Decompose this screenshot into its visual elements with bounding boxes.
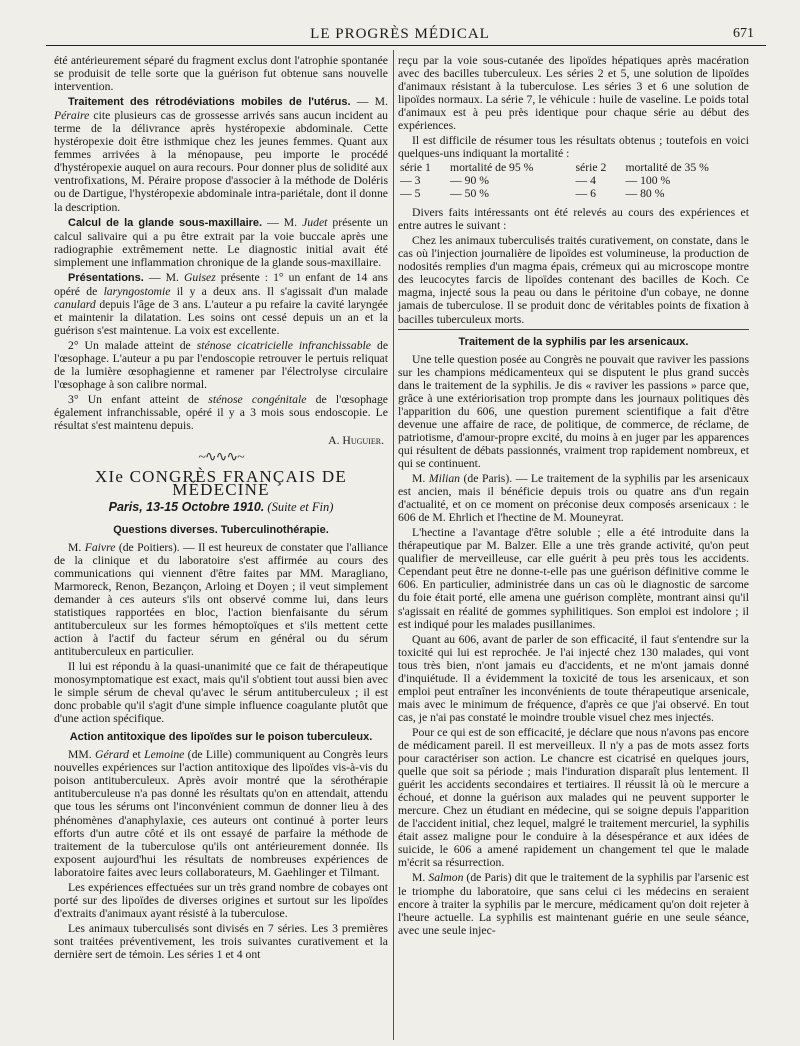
paragraph: reçu par la voie sous-cutanée des lipoïdes hépatiques après macération avec des bacilles tuberculeux. Les séries 2 et 5, une solution de lipoïdes d'animaux résistant à la tuberculose. Les séries 3 et 6 une solution de lipoïdes normaux. La série 7, le véhicule : huile de vaseline. Le poids total d'animaux est à peu près identique pour chaque série au début des expériences. [398, 54, 749, 133]
paragraph: MM. Gérard et Lemoine (de Lille) communiquent au Congrès leurs nouvelles expériences sur l'action antitoxique des lipoïdes vis-à-vis du poison antituberculeux. Après avoir montré que la sérothérapie antituberculeuse n'a pas donné les résultats qu'on en attendait, attendu que tous les sérums ont l'inconvénient commun de donner lieu à des phénomènes d'anaphylaxie, ces auteurs ont continué à porter leurs efforts d'un autre côté et ils ont essayé de parfaire la méthode de traitement de la tuberculose qu'ils ont antérieurement donnée. Ils exposent aujourd'hui les résultats de nombreuses expériences de laboratoire faites avec leurs collaborateurs, M. Gaehlinger et Tilmant. [54, 748, 388, 879]
author-name: Faivre [84, 540, 116, 554]
paragraph: Présentations. — M. Guisez présente : 1° un enfant de 14 ans opéré de laryngostomie il y a deux ans. Il s'agissait d'un malade canulard depuis l'âge de 3 ans. L'auteur a pu refaire la cavité laryngée et maintenir la dilatation. Les soins ont cessé depuis un an et la guérison s'est maintenue. La voix est excellente. [54, 270, 388, 337]
congress-title: XIe CONGRÈS FRANÇAIS DE MÉDECINE [95, 467, 347, 500]
table-row: — 5 — 50 % — 6 — 80 % [400, 186, 665, 200]
paragraph: été antérieurement séparé du fragment exclus dont l'atrophie spontanée se produisit de telle sorte que la guérison fut obtenue sans nouvelle intervention. [54, 54, 388, 94]
section-heading: Calcul de la glande sous-maxillaire. [68, 216, 263, 229]
section-heading: Traitement des rétrodéviations mobiles de l'utérus. [68, 96, 351, 109]
section-heading: Présentations. [68, 271, 144, 284]
page-header [40, 26, 760, 46]
paragraph: Il lui est répondu à la quasi-unanimité que ce fait de thérapeutique monosymptomatique est exact, mais qu'il s'obtient tout aussi bien avec le simple sérum de cheval qu'avec le sérum antituberculeux ; il est donc probable qu'il s'agit d'une simple influence coagulante plutôt que d'une action spécifique. [54, 660, 388, 726]
paragraph: Les expériences effectuées sur un très grand nombre de cobayes ont porté sur des lipoïdes de diverses origines et surtout sur les lipoïdes d'extraits d'animaux ayant résisté à la tuberculose. [54, 880, 388, 920]
section-rule [398, 329, 749, 330]
paragraph: Il est difficile de résumer tous les résultats obtenus ; toutefois en voici quelques-uns indiquant la mortalité : [398, 134, 749, 161]
paragraph: Une telle question posée au Congrès ne pouvait que raviver les passions sur les champions médicamenteux qui se disputent le plus grand succès dans le traitement de la syphilis. Je dis « raviver les passions » parce que, grâce à une extériorisation trop prompte dans les journaux politiques dès l'apparition du 606, une question purement scientifique a fait d'être devenue une affaire de race, de politique, de commerce, de réclame, de patriotisme, d'amour-propre excité, du moins à en juger par les apparences qui résultent de débats passionnés, vraiment trop rapidement nombreux, et qui se continuent. [398, 352, 749, 470]
ornament-divider: ~∿∿∿~ [198, 450, 244, 466]
paragraph: Chez les animaux tuberculisés traités curativement, on constate, dans le cas où l'injection journalière de lipoïdes est volumineuse, la production de nodosités remplies d'un magma épais, crémeux qui au microscope montre des leucocytes farcis de lipoïdes contenant des bacilles de Koch. Ce magma, injecté sous la peau ou dans le péritoine d'un cobaye, ne donne jamais de tuberculose. Il se produit donc de véritables points de fixation à bacilles tuberculeux morts. [398, 234, 749, 326]
paragraph: Pour ce qui est de son efficacité, je déclare que nous n'avons pas encore de médicament pareil. Il est merveilleux. Il n'y a pas de mots assez forts pour caractériser son action. Le chancre est cicatrisé en quelques jours, quelle que soit sa période ; mais l'induration disparaît plus lentement. Il guérit les accidents secondaires et tertiaires. Il réussit là où le mercure a échoué, et donne la guérison aux malades qui ne peuvent supporter le mercure. Chez un étudiant en médecine, qui se soigne depuis l'apparition de l'accident initial, chez lequel, malgré le traitement mercuriel, la syphilis était assez maligne pour le conduire à la désespérance et aux idées de suicide, le 606 a amené rapidement un changement tel que le malade m'écrit sa résurrection. [398, 725, 749, 870]
subsection-heading: Action antitoxique des lipoïdes sur le poison tuberculeux. [69, 731, 373, 744]
author-name: Milian [428, 472, 461, 486]
author-name: Salmon [428, 871, 464, 885]
subsection-heading: Questions diverses. Tuberculinothérapie. [113, 523, 329, 536]
journal-title: LE PROGRÈS MÉDICAL [310, 26, 490, 42]
paragraph: M. Milian (de Paris). — Le traitement de la syphilis par les arsenicaux est ancien, mais il bénéficie depuis trois ou quatre ans d'un regain d'actualité, et on ce moment on préconise deux composés arsenicaux : le 606 de M. Ehrlich et l'hectine de M. Mouneyrat. [398, 472, 749, 525]
author-name: Péraire [54, 109, 90, 123]
table-row: — 3 — 90 % — 4 — 100 % [400, 173, 671, 187]
paragraph: M. Faivre (de Poitiers). — Il est heureux de constater que l'alliance de la clinique et du laboratoire s'est affirmée au cours des communications qui viennent d'être faites par MM. Maragliano, Marmoreck, Renon, Bezançon, Arloing et Doyen ; il veut simplement demander à ces auteurs s'ils ont observé comme lui, dans leurs statistiques rapportées en bloc, l'action bienfaisante du sérum antituberculeux sur les formes hémoptoïques et s'ils mettent cette action à l'actif du facteur sérum en général ou du sérum antituberculeux en particulier. [54, 540, 388, 658]
header-rule [46, 45, 766, 46]
congress-dates: Paris, 13-15 Octobre 1910. (Suite et Fin) [108, 499, 334, 514]
author-name: Gérard [95, 748, 130, 762]
paragraph: 3° Un enfant atteint de sténose congénitale de l'œsophage également infranchissable, opéré il y a 3 mois sous endoscopie. Le résultat s'est maintenu depuis. [54, 393, 388, 433]
paragraph: M. Salmon (de Paris) dit que le traitement de la syphilis par l'arsenic est le triomphe du laboratoire, que sans celui ci les médecins en seraient encore à traiter la syphilis par le mercure, médicament qu'on doit rejeter à l'heure actuelle. La syphilis est maintenant guérie en une seule séance, avec une seule injec- [398, 871, 749, 937]
column-divider [393, 50, 394, 1040]
paragraph: L'hectine a l'avantage d'être soluble ; elle a été introduite dans la thérapeutique par M. Balzer. Elle a une très grande activité, qu'on peut qualifier de merveilleuse, car elle guérit à peu près tous les accidents. Cependant peut être ne donne-t-elle pas une guérison définitive comme le 606. En particulier, administrée dans un cas où le diagnostic de sarcome du foie était porté, elle amena une guérison complète, montrant ainsi qu'il s'agissait en réalité de gommes syphilitiques. Son emploi est indolore ; il est indiqué pour les malades pusillanimes. [398, 526, 749, 631]
left-column [54, 54, 388, 963]
subsection-heading: Traitement de la syphilis par les arsenicaux. [458, 335, 689, 348]
author-name: Lemoine [144, 748, 185, 762]
paragraph: 2° Un malade atteint de sténose cicatricielle infranchissable de l'œsophage. L'auteur a pu par l'endoscopie retrouver le pertuis reliquat de la lumière œsophagienne et ramener par l'électrolyse circulaire l'œsophage à son calibre normal. [54, 338, 388, 392]
table-row: série 1 mortalité de 95 % série 2 mortalité de 35 % [400, 161, 709, 175]
author-name: Judet [302, 215, 328, 229]
paragraph: Calcul de la glande sous-maxillaire. — M. Judet présente un calcul salivaire qui a pu être extrait par la voie buccale après une radiographie extrêmement nette. Le diagnostic initial avait été simplement une inflammation chronique de la glande sous-maxillaire. [54, 215, 388, 269]
right-column [398, 54, 749, 939]
mortality-table [398, 162, 749, 200]
paragraph: Divers faits intéressants ont été relevés au cours des expériences et entre autres le suivant : [398, 206, 749, 233]
author-name: Guisez [183, 270, 216, 284]
paragraph: Les animaux tuberculisés sont divisés en 7 séries. Les 3 premières sont traitées préventivement, les trois suivantes curativement et la dernière sert de témoin. Les séries 1 et 4 ont [54, 921, 388, 961]
paragraph: Traitement des rétrodéviations mobiles de l'utérus. — M. Péraire cite plusieurs cas de grossesse arrivés sans aucun incident au terme de la délivrance après hystéropexie abdominale. Cette hystéropexie doit être isthmique chez les jeunes femmes. Quant aux femmes arrivées à la ménopause, peu importe le procédé d'hystéropexie auquel on aura recours. Pour donner plus de solidité aux ventrofixations, M. Péraire propose d'associer à la méthode de Doléris ou de Dartigue, l'hystéropexie abdominale intra-pariétale, dont il donne la description. [54, 95, 388, 214]
page-number: 671 [733, 26, 754, 41]
paragraph: Quant au 606, avant de parler de son efficacité, il faut s'entendre sur la toxicité qui lui est reprochée. Je l'ai injecté chez 130 malades, qui vont tous très bien, n'ont jamais eu d'accidents, et ne m'ont jamais donné d'inquiétude. Il a évidemment la toxicité de tous les arsenicaux, et son emploi peut entraîner les inconvénients de toute thérapeutique arsenicale, mais avec le minimum de fréquence, d'après ce que j'ai observé. En tout cas, je n'ai pas constaté le moindre trouble visuel chez mes injectés. [398, 632, 749, 724]
signature: A. Huguier. [328, 434, 384, 448]
